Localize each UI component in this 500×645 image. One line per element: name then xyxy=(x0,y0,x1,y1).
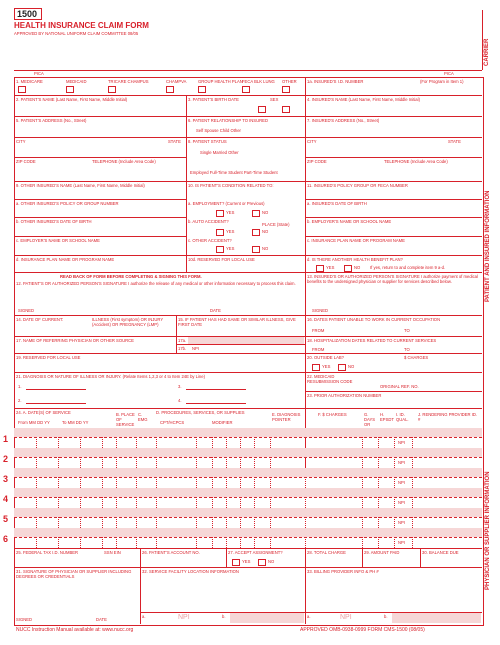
service-line-shaded-area xyxy=(14,468,482,477)
field-12-signed: SIGNED xyxy=(18,308,35,313)
other-checkbox[interactable] xyxy=(282,86,290,93)
field-11d-note: If yes, return to and complete item 9 a-d. xyxy=(370,265,446,270)
other-accident-yes[interactable] xyxy=(216,246,224,253)
employment-yes-label: YES xyxy=(226,210,235,215)
service-line-number: 2 xyxy=(3,454,9,464)
group-checkbox[interactable] xyxy=(198,86,206,93)
field-22-original: ORIGINAL REF. NO. xyxy=(380,384,419,389)
field-24d-cpt: CPT/HCPCS xyxy=(160,420,185,425)
field-20-label: 20. OUTSIDE LAB? xyxy=(307,355,345,360)
service-line-npi: NPI xyxy=(398,520,405,525)
field-19-label: 19. RESERVED FOR LOCAL USE xyxy=(16,355,81,360)
service-line-npi: NPI xyxy=(398,540,405,545)
pica-right: PICA xyxy=(444,71,454,76)
field-26-label: 26. PATIENT'S ACCOUNT NO. xyxy=(142,550,200,555)
field-9b-label: b. OTHER INSURED'S DATE OF BIRTH xyxy=(16,219,92,224)
auto-yes-label: YES xyxy=(226,229,235,234)
field-10b-place: PLACE (State) xyxy=(262,222,290,227)
form-title: HEALTH INSURANCE CLAIM FORM xyxy=(14,21,149,30)
field-8-options: Single Married Other xyxy=(200,150,239,155)
service-line-npi: NPI xyxy=(398,460,405,465)
field-24-to: To MM DD YY xyxy=(62,420,89,425)
field-3-label: 3. PATIENT'S BIRTH DATE xyxy=(188,97,239,102)
field-33a-npi: NPI xyxy=(340,614,352,621)
field-1-feca: FECA BLK LUNG xyxy=(242,79,275,84)
another-plan-yes-label: YES xyxy=(326,265,335,270)
field-9c-label: c. EMPLOYER'S NAME OR SCHOOL NAME xyxy=(16,238,100,243)
medicare-checkbox[interactable] xyxy=(18,86,26,93)
field-16-from: FROM xyxy=(312,328,325,333)
insured-phone-label: TELEPHONE (Include Area Code) xyxy=(384,159,448,164)
field-31-label: 31. SIGNATURE OF PHYSICIAN OR SUPPLIER INCLUDING DEGREES OR CREDENTIALS xyxy=(16,569,132,579)
city-label: CITY xyxy=(16,139,26,144)
service-line-shaded-area xyxy=(14,508,482,517)
other-accident-no[interactable] xyxy=(252,246,260,253)
outside-lab-no-label: NO xyxy=(348,364,355,369)
outside-lab-yes-label: YES xyxy=(322,364,331,369)
service-line-input[interactable] xyxy=(14,517,482,528)
field-10c-label: c. OTHER ACCIDENT? xyxy=(188,238,232,243)
field-1-medicaid: MEDICAID xyxy=(66,79,87,84)
field-9d-label: d. INSURANCE PLAN NAME OR PROGRAM NAME xyxy=(16,257,115,262)
accept-assignment-yes-label: YES xyxy=(242,559,251,564)
diag-1: 1. xyxy=(18,384,22,389)
service-line-shaded-area xyxy=(14,428,482,437)
physician-side-label: PHYSICIAN OR SUPPLIER INFORMATION xyxy=(485,471,491,590)
carrier-label: CARRIER xyxy=(484,38,490,66)
insured-state-label: STATE xyxy=(448,139,461,144)
field-13-label: 13. INSURED'S OR AUTHORIZED PERSON'S SIGNATURE I authorize payment of medical benefits to the undersigned physician or supplier for services described below. xyxy=(307,274,478,284)
field-33a: a. xyxy=(307,614,311,619)
field-24h-label: H. EPSDT xyxy=(380,412,394,422)
field-24e-label: E. DIAGNOSIS POINTER xyxy=(272,412,301,422)
employment-no[interactable] xyxy=(252,210,260,217)
medicaid-checkbox[interactable] xyxy=(66,86,74,93)
field-24f-label: F. $ CHARGES xyxy=(318,412,347,417)
field-20-charges: $ CHARGES xyxy=(404,355,429,360)
field-25-ssn-ein: SSN EIN xyxy=(104,550,121,555)
field-1a-note: (For Program in Item 1) xyxy=(420,79,464,84)
field-11d-label: d. IS THERE ANOTHER HEALTH BENEFIT PLAN? xyxy=(307,257,403,262)
field-13-signed: SIGNED xyxy=(312,308,329,313)
approved-text: APPROVED BY NATIONAL UNIFORM CLAIM COMMITTEE 08/05 xyxy=(14,31,139,36)
patient-side-label: PATIENT AND INSURED INFORMATION xyxy=(485,190,491,302)
field-17b-npi: NPI xyxy=(192,346,199,351)
sex-f-checkbox[interactable] xyxy=(282,106,290,113)
field-1-label: 1. MEDICARE xyxy=(16,79,43,84)
zip-label: ZIP CODE xyxy=(16,159,36,164)
field-14-label: 14. DATE OF CURRENT: xyxy=(16,317,64,322)
accept-assignment-yes[interactable] xyxy=(232,559,240,566)
field-17a-label: 17a. xyxy=(178,338,187,343)
diag-2: 2. xyxy=(18,398,22,403)
field-6-label: 6. PATIENT RELATIONSHIP TO INSURED xyxy=(188,118,268,123)
field-10d-label: 10d. RESERVED FOR LOCAL USE xyxy=(188,257,255,262)
employment-yes[interactable] xyxy=(216,210,224,217)
field-16-to: TO xyxy=(404,328,410,333)
service-line-number: 1 xyxy=(3,434,9,444)
field-11a-label: a. INSURED'S DATE OF BIRTH xyxy=(307,201,367,206)
field-4-label: 4. INSURED'S NAME (Last Name, First Name, Middle Initial) xyxy=(307,97,420,102)
service-line-number: 5 xyxy=(3,514,9,524)
field-12-label: 12. PATIENT'S OR AUTHORIZED PERSON'S SIGNATURE I authorize the release of any medical or other information necessary to process this claim. xyxy=(16,281,296,286)
field-17-label: 17. NAME OF REFERRING PHYSICIAN OR OTHER SOURCE xyxy=(16,338,134,343)
field-15-label: 15. IF PATIENT HAS HAD SAME OR SIMILAR ILLNESS, GIVE FIRST DATE xyxy=(178,317,296,327)
accept-assignment-no[interactable] xyxy=(258,559,266,566)
employment-no-label: NO xyxy=(262,210,269,215)
service-line-input[interactable] xyxy=(14,457,482,468)
field-14-note: ILLNESS (First symptom) OR INJURY (Accident) OR PREGNANCY (LMP) xyxy=(92,317,164,327)
field-33-label: 33. BILLING PROVIDER INFO & PH # xyxy=(307,569,379,574)
field-24i-label: I. ID. QUAL. xyxy=(396,412,409,422)
field-1a-label: 1a. INSURED'S I.D. NUMBER xyxy=(307,79,364,84)
field-1-champva: CHAMPVA xyxy=(166,79,187,84)
field-27-label: 27. ACCEPT ASSIGNMENT? xyxy=(228,550,283,555)
field-11b-label: b. EMPLOYER'S NAME OR SCHOOL NAME xyxy=(307,219,392,224)
field-10a-label: a. EMPLOYMENT? (Current or Previous) xyxy=(188,201,265,206)
field-10-label: 10. IS PATIENT'S CONDITION RELATED TO: xyxy=(188,183,274,188)
outside-lab-no[interactable] xyxy=(338,364,346,371)
service-line-npi: NPI xyxy=(398,500,405,505)
service-line-shaded-area xyxy=(14,488,482,497)
field-28-label: 28. TOTAL CHARGE xyxy=(307,550,346,555)
service-line-number: 6 xyxy=(3,534,9,544)
field-17b-label: 17b. xyxy=(178,346,187,351)
service-line-shaded-area xyxy=(14,528,482,537)
field-24g-label: G. DAYS OR xyxy=(364,412,376,427)
field-16-label: 16. DATES PATIENT UNABLE TO WORK IN CURRENT OCCUPATION xyxy=(307,317,441,322)
champva-checkbox[interactable] xyxy=(166,86,174,93)
footer-left: NUCC Instruction Manual available at: www.nucc.org xyxy=(16,627,134,633)
other-accident-yes-label: YES xyxy=(226,246,235,251)
insured-zip-label: ZIP CODE xyxy=(307,159,327,164)
service-line-number: 3 xyxy=(3,474,9,484)
field-24d-modifier: MODIFIER xyxy=(212,420,233,425)
field-5-label: 5. PATIENT'S ADDRESS (No., Street) xyxy=(16,118,87,123)
accept-assignment-no-label: NO xyxy=(268,559,275,564)
field-21-label: 21. DIAGNOSIS OR NATURE OF ILLNESS OR INJURY. (Relate Items 1,2,3 or 4 to Item 24E by Line) xyxy=(16,374,205,379)
field-8-employment: Employed Full-Time Student Part-Time Student xyxy=(190,170,278,175)
field-31-signed: SIGNED xyxy=(16,617,33,622)
service-line-input[interactable] xyxy=(14,537,482,548)
other-accident-no-label: NO xyxy=(262,246,269,251)
field-12-date: DATE xyxy=(210,308,221,313)
field-3-sex: SEX xyxy=(270,97,279,102)
field-1-other: OTHER xyxy=(282,79,297,84)
field-2-label: 2. PATIENT'S NAME (Last Name, First Name, Middle Initial) xyxy=(16,97,128,102)
field-1-tricare: TRICARE CHAMPUS xyxy=(108,79,149,84)
field-22-label: 22. MEDICAID RESUBMISSION CODE xyxy=(307,374,353,384)
auto-no-label: NO xyxy=(262,229,269,234)
sex-m-checkbox[interactable] xyxy=(258,106,266,113)
field-32-label: 32. SERVICE FACILITY LOCATION INFORMATION xyxy=(142,569,239,574)
service-line-number: 4 xyxy=(3,494,9,504)
auto-yes[interactable] xyxy=(216,229,224,236)
field-1-group: GROUP HEALTH PLAN xyxy=(198,79,243,84)
footer-right: APPROVED OMB-0938-0999 FORM CMS-1500 (08/05) xyxy=(300,627,425,633)
another-plan-no-label: NO xyxy=(354,265,361,270)
field-24d-label: D. PROCEDURES, SERVICES, OR SUPPLIES xyxy=(156,410,245,415)
field-18-to: TO xyxy=(404,347,410,352)
outside-lab-yes[interactable] xyxy=(312,364,320,371)
field-24b-label: B. PLACE OF SERVICE xyxy=(116,412,135,427)
field-11-label: 11. INSURED'S POLICY GROUP OR FECA NUMBER xyxy=(307,183,408,188)
service-line-input[interactable] xyxy=(14,477,482,488)
field-8-label: 8. PATIENT STATUS xyxy=(188,139,227,144)
field-18-from: FROM xyxy=(312,347,325,352)
another-plan-yes[interactable] xyxy=(316,265,324,272)
phone-label: TELEPHONE (Include Area Code) xyxy=(92,159,156,164)
field-9a-label: a. OTHER INSURED'S POLICY OR GROUP NUMBER xyxy=(16,201,119,206)
service-line-npi: NPI xyxy=(398,480,405,485)
service-line-input[interactable] xyxy=(14,497,482,508)
diag-3: 3. xyxy=(178,384,182,389)
field-11c-label: c. INSURANCE PLAN NAME OR PROGRAM NAME xyxy=(307,238,405,243)
read-back-note: READ BACK OF FORM BEFORE COMPLETING & SIGNING THIS FORM. xyxy=(60,274,202,279)
field-6-options: Self Spouse Child Other xyxy=(196,128,241,133)
service-line-shaded-area xyxy=(14,448,482,457)
field-33b: b. xyxy=(384,614,388,619)
field-9-label: 9. OTHER INSURED'S NAME (Last Name, First Name, Middle Initial) xyxy=(16,183,145,188)
field-30-label: 30. BALANCE DUE xyxy=(422,550,459,555)
auto-no[interactable] xyxy=(252,229,260,236)
field-24-from: From MM DD YY xyxy=(18,420,50,425)
state-label: STATE xyxy=(168,139,181,144)
field-32a-npi: NPI xyxy=(178,614,190,621)
form-number: 1500 xyxy=(17,9,38,19)
field-24a-label: 24. A. DATE(S) OF SERVICE xyxy=(16,410,71,415)
field-7-label: 7. INSURED'S ADDRESS (No., Street) xyxy=(307,118,380,123)
tricare-checkbox[interactable] xyxy=(108,86,116,93)
insured-city-label: CITY xyxy=(307,139,317,144)
field-24c-label: C. EMG xyxy=(138,412,148,422)
field-18-label: 18. HOSPITALIZATION DATES RELATED TO CURRENT SERVICES xyxy=(307,338,437,343)
pica-left: PICA xyxy=(34,71,44,76)
field-29-label: 29. AMOUNT PAID xyxy=(364,550,400,555)
service-line-npi: NPI xyxy=(398,440,405,445)
field-31-date: DATE xyxy=(96,617,107,622)
field-10b-label: b. AUTO ACCIDENT? xyxy=(188,219,229,224)
field-32a: a. xyxy=(142,614,146,619)
field-24j-label: J. RENDERING PROVIDER ID. # xyxy=(418,412,478,422)
field-23-label: 23. PRIOR AUTHORIZATION NUMBER xyxy=(307,393,382,398)
another-plan-no[interactable] xyxy=(344,265,352,272)
diag-4: 4. xyxy=(178,398,182,403)
field-25-label: 25. FEDERAL TAX I.D. NUMBER xyxy=(16,550,79,555)
feca-checkbox[interactable] xyxy=(242,86,250,93)
field-32b: b. xyxy=(222,614,226,619)
service-line-input[interactable] xyxy=(14,437,482,448)
